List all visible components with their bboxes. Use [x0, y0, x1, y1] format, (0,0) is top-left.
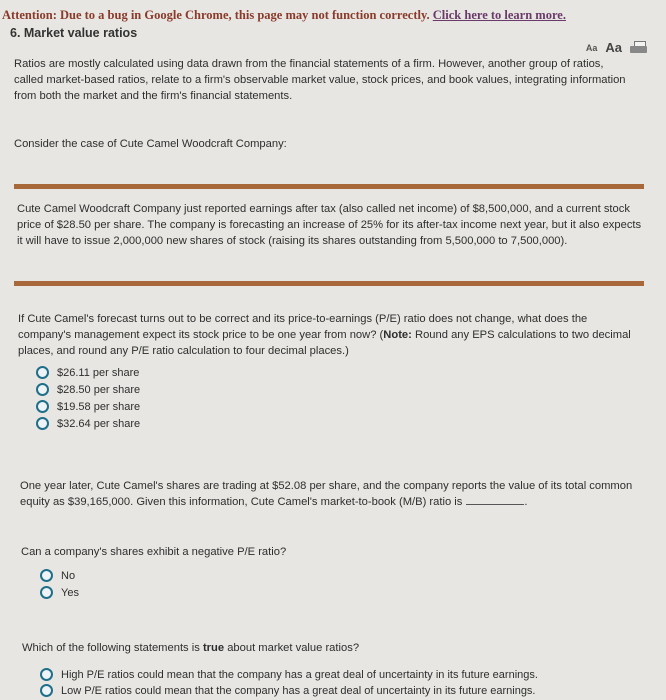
q1-option-label: $19.58 per share: [57, 400, 141, 413]
q3-option-yes[interactable]: [40, 586, 79, 599]
section-divider-top: [14, 184, 644, 189]
radio-icon[interactable]: [40, 586, 53, 599]
q1-text-after: Round any EPS calculations to two decimal places, and round any P/E ratio calculation to four decimal places.): [18, 329, 631, 357]
q1-option[interactable]: [36, 417, 140, 430]
radio-icon[interactable]: [36, 366, 49, 379]
radio-icon[interactable]: [36, 417, 49, 430]
question-title: 6. Market value ratios: [10, 26, 138, 40]
radio-icon[interactable]: [40, 684, 53, 697]
q4-text-after: about market value ratios?: [224, 642, 360, 654]
q1-option[interactable]: [36, 400, 140, 413]
q3-option-label: No: [61, 569, 76, 582]
learn-more-link[interactable]: Click here to learn more.: [432, 8, 566, 22]
q3-option-no[interactable]: [40, 569, 75, 582]
font-increase-button[interactable]: Aa: [605, 40, 622, 55]
chrome-bug-banner: [2, 8, 566, 23]
q1-option-label: $28.50 per share: [57, 383, 141, 396]
section-divider-bottom: [14, 281, 644, 286]
q1-option-label: $26.11 per share: [57, 366, 140, 379]
q3-option-label: Yes: [61, 586, 79, 599]
q2-prompt: [20, 478, 635, 510]
q1-option[interactable]: [36, 366, 139, 379]
q1-note-label: Note:: [383, 329, 412, 341]
q3-prompt: Can a company's shares exhibit a negative P/E ratio?: [21, 546, 287, 558]
q1-option-label: $32.64 per share: [57, 417, 141, 430]
q4-text-before: Which of the following statements is: [22, 642, 203, 654]
q4-option[interactable]: [40, 668, 538, 681]
radio-icon[interactable]: [40, 668, 53, 681]
q1-option[interactable]: [36, 383, 140, 396]
font-decrease-button[interactable]: Aa: [585, 42, 598, 53]
font-size-controls: [586, 40, 648, 55]
q4-emphasis: true: [202, 642, 225, 654]
q2-end: .: [524, 496, 528, 508]
scenario-paragraph: Cute Camel Woodcraft Company just reported earnings after tax (also called net income) of $8,500,000, and a current stock price of $28.50 per share. The company is forecasting an increase of 25% for its after-tax income next year, but it also expects it will have to issue 2,000,000 new shares of stock (raising its shares outstanding from 5,500,000 to 7,500,000).: [17, 203, 642, 247]
q4-option[interactable]: [40, 684, 536, 697]
q4-option-label: High P/E ratios could mean that the company has a great deal of uncertainty in its future earnings.: [61, 668, 538, 681]
mb-ratio-dropdown[interactable]: [466, 494, 524, 505]
q4-prompt: [22, 640, 622, 656]
q1-prompt: [18, 311, 638, 359]
q2-text: One year later, Cute Camel's shares are trading at $52.08 per share, and the company reports the value of its total common equity as $39,165,000. Given this information, Cute Camel's market-to-book (M/B) ratio is: [20, 480, 633, 508]
radio-icon[interactable]: [36, 383, 49, 396]
radio-icon[interactable]: [36, 400, 49, 413]
intro-paragraph: Ratios are mostly calculated using data drawn from the financial statements of a firm. However, another group of ratios, called market-based ratios, relate to a firm's observable market value, stock prices, and book values, integrating information from both the market and the firm's financial statements.: [14, 58, 626, 102]
q1-text-before: If Cute Camel's forecast turns out to be correct and its price-to-earnings (P/E) ratio does not change, what does the company's management expect its stock price to be one year from now? (: [18, 313, 588, 341]
consider-text: Consider the case of Cute Camel Woodcraft Company:: [14, 138, 287, 150]
q4-option-label: Low P/E ratios could mean that the company has a great deal of uncertainty in its future earnings.: [61, 684, 536, 697]
radio-icon[interactable]: [40, 569, 53, 582]
print-icon[interactable]: [630, 41, 648, 55]
attention-message: Attention: Due to a bug in Google Chrome, this page may not function correctly.: [2, 8, 430, 22]
